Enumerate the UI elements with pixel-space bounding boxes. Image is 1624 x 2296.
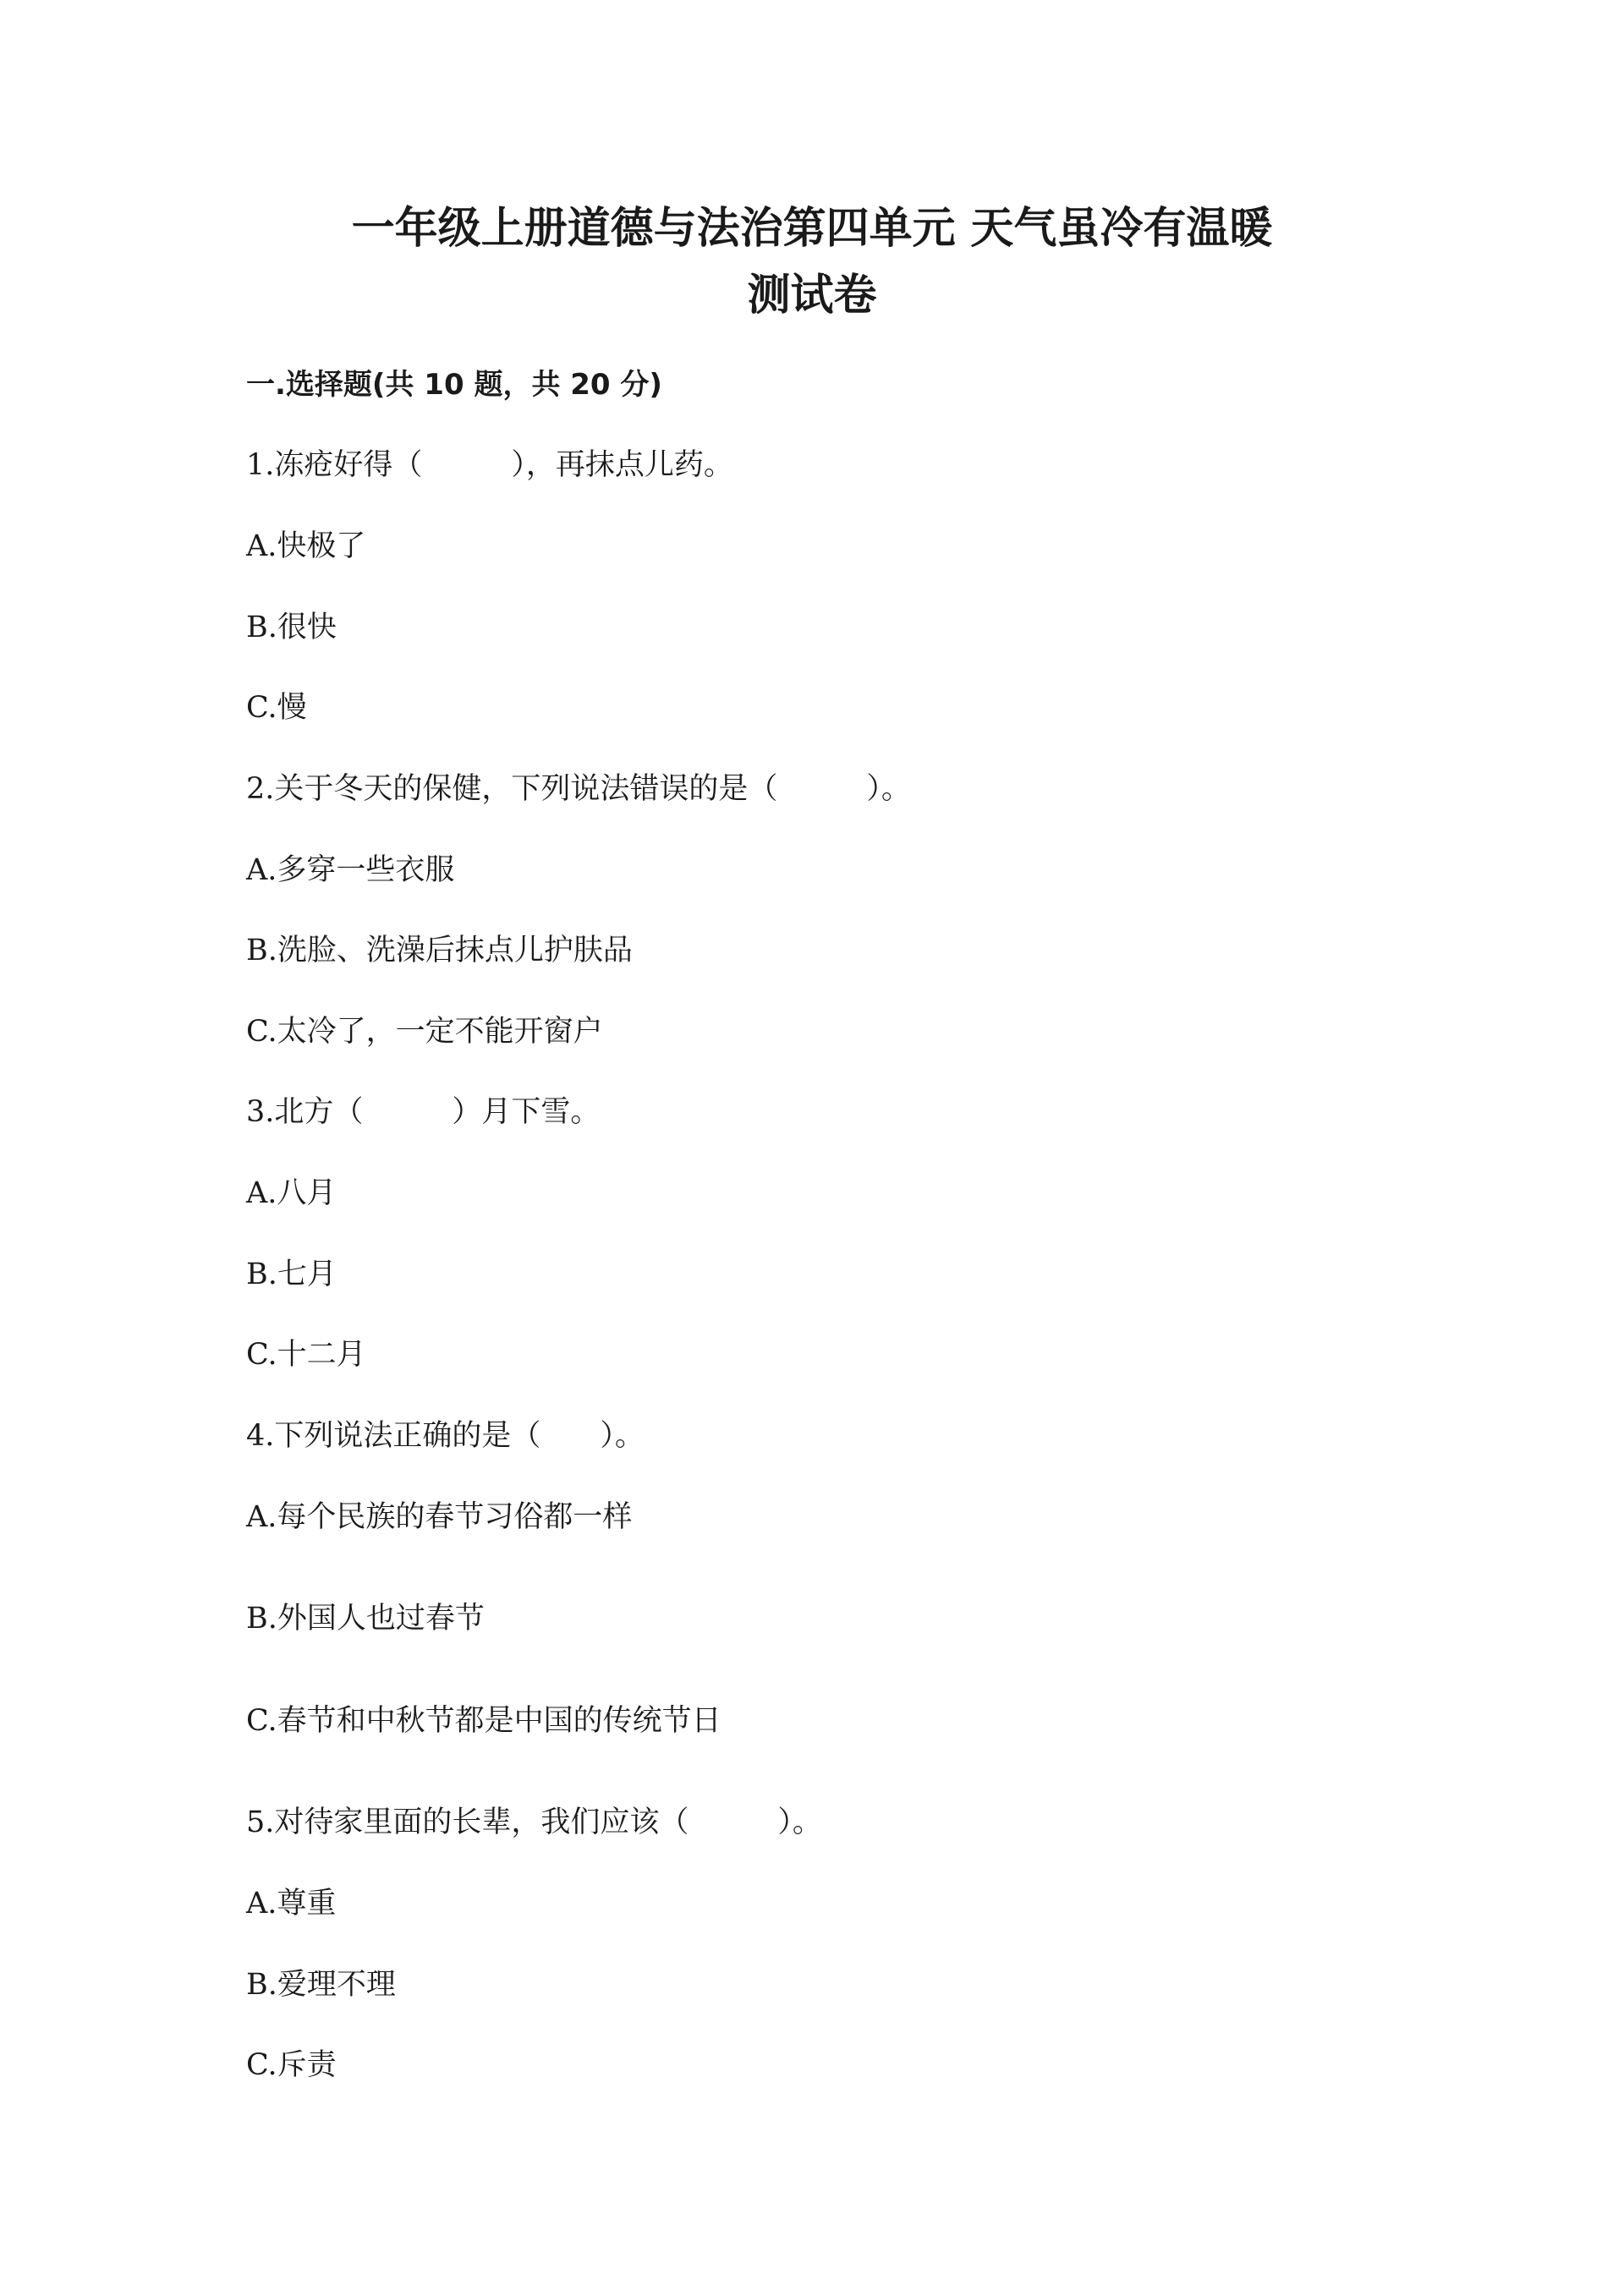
question-stem: 4.下列说法正确的是（ ）。 [246, 1419, 645, 1453]
question-stem: 3.北方（ ）月下雪。 [246, 1095, 601, 1129]
question-stem: 5.对待家里面的长辈，我们应该（ ）。 [246, 1806, 822, 1839]
answer-option: A.尊重 [246, 1887, 337, 1921]
question-stem: 1.冻疮好得（ ），再抹点儿药。 [246, 448, 733, 482]
page-title-continued: 测试卷 [747, 271, 877, 321]
answer-option: A.每个民族的春节习俗都一样 [246, 1500, 633, 1534]
answer-option: A.快极了 [246, 529, 366, 563]
answer-option: C.春节和中秋节都是中国的传统节日 [246, 1704, 721, 1738]
answer-option: A.多穿一些衣服 [246, 853, 455, 887]
answer-option: B.爱理不理 [246, 1968, 396, 2002]
answer-option: C.慢 [246, 691, 307, 725]
answer-option: B.洗脸、洗澡后抹点儿护肤品 [246, 934, 633, 967]
question-stem: 2.关于冬天的保健，下列说法错误的是（ ）。 [246, 772, 911, 806]
answer-option: B.七月 [246, 1258, 337, 1291]
answer-option: C.斥责 [246, 2048, 337, 2082]
page-title: 一年级上册道德与法治第四单元 天气虽冷有温暖 [351, 204, 1273, 254]
answer-option: B.很快 [246, 611, 337, 644]
section-heading: 一.选择题(共 10 题，共 20 分) [246, 368, 662, 402]
answer-option: A.八月 [246, 1176, 337, 1210]
answer-option: C.十二月 [246, 1338, 366, 1372]
answer-option: B.外国人也过春节 [246, 1602, 485, 1636]
answer-option: C.太冷了，一定不能开窗户 [246, 1015, 603, 1049]
